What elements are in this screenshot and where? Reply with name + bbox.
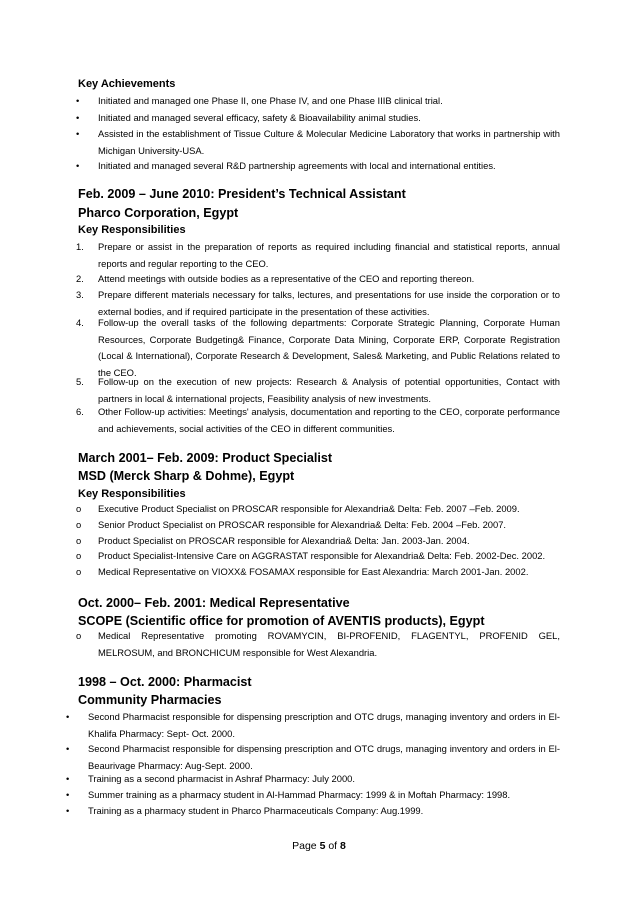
number-marker: 5. (76, 376, 84, 387)
responsibility-item: 1. Prepare or assist in the preparation of reports as required including financial and statistical reports, annual reports and regular reporting to the CEO. (76, 241, 560, 269)
responsibility-item: 5. Follow-up on the execution of new projects: Research & Analysis of potential opportunities, Contact with partners in local & international projects, Feasibility analysis of new investments. (76, 376, 560, 404)
circle-marker: o (76, 566, 82, 577)
job-title: March 2001– Feb. 2009: Product Specialist (78, 451, 333, 465)
job-title: 1998 – Oct. 2000: Pharmacist (78, 675, 252, 689)
footer-of-label: of (328, 840, 338, 852)
circle-marker: o (76, 550, 82, 561)
number-marker: 1. (76, 241, 84, 252)
footer-page-label: Page (292, 840, 317, 852)
page-footer (0, 840, 638, 852)
responsibility-item: 2. Attend meetings with outside bodies as a representative of the CEO and reporting thereon. (98, 271, 560, 288)
footer-current-page: 5 (319, 840, 326, 852)
key-responsibilities-heading: Key Responsibilities (78, 224, 186, 236)
bullet-marker: • (66, 789, 70, 800)
bullet-marker: • (76, 128, 80, 139)
achievement-item: • Assisted in the establishment of Tissue Culture & Molecular Medicine Laboratory that works in partnership with Michigan University-USA. (76, 128, 560, 156)
bullet-marker: • (76, 112, 80, 123)
bullet-marker: • (66, 711, 70, 722)
experience-item: • Second Pharmacist responsible for dispensing prescription and OTC drugs, managing inventory and orders in El-Khalifa Pharmacy: Sept- Oct. 2000. (66, 711, 560, 739)
responsibility-item: o Medical Representative promoting ROVAMYCIN, BI-PROFENID, FLAGENTYL, PROFENID GEL, MELROSUM, and BRONCHICUM responsible for West Alexandria. (76, 630, 560, 658)
company-name: Community Pharmacies (78, 693, 222, 707)
job-title: Feb. 2009 – June 2010: President’s Technical Assistant (78, 187, 406, 201)
circle-marker: o (76, 535, 82, 546)
circle-marker: o (76, 519, 82, 530)
experience-item: • Training as a pharmacy student in Pharco Pharmaceuticals Company: Aug.1999. (88, 803, 560, 820)
bullet-marker: • (76, 160, 80, 171)
achievement-item: • Initiated and managed one Phase II, one Phase IV, and one Phase IIIB clinical trial. (98, 93, 560, 110)
bullet-marker: • (76, 95, 80, 106)
company-name: MSD (Merck Sharp & Dohme), Egypt (78, 469, 295, 483)
company-name: Pharco Corporation, Egypt (78, 206, 239, 220)
key-achievements-heading: Key Achievements (78, 78, 176, 90)
number-marker: 6. (76, 406, 84, 417)
company-name: SCOPE (Scientific office for promotion of AVENTIS products), Egypt (78, 614, 485, 628)
footer-total-pages: 8 (340, 840, 346, 852)
job-title: Oct. 2000– Feb. 2001: Medical Representative (78, 596, 350, 610)
bullet-marker: • (66, 805, 70, 816)
responsibility-item: 3. Prepare different materials necessary for talks, lectures, and presentations for use inside the corporation or to external bodies, and if required participate in the presentation of these activities. (76, 289, 560, 317)
circle-marker: o (76, 630, 82, 641)
responsibility-item: o Executive Product Specialist on PROSCAR responsible for Alexandria& Delta: Feb. 2007 –Feb. 2009. (98, 501, 560, 518)
key-responsibilities-heading: Key Responsibilities (78, 488, 186, 500)
number-marker: 4. (76, 317, 84, 328)
responsibility-item: o Product Specialist-Intensive Care on AGGRASTAT responsible for Alexandria& Delta: Feb. 2002-Dec. 2002. (98, 548, 560, 565)
number-marker: 3. (76, 289, 84, 300)
circle-marker: o (76, 503, 82, 514)
experience-item: • Second Pharmacist responsible for dispensing prescription and OTC drugs, managing inventory and orders in El-Beaurivage Pharmacy: Aug-Sept. 2000. (66, 743, 560, 771)
responsibility-item: 4. Follow-up the overall tasks of the following departments: Corporate Strategic Planning, Corporate Human Resources, Corporate Budgeting& Finance, Corporate Data Mining, Corporate ERP, Corporate Registration (Local & International), Corporate Research & Development, Sales& Marketing, and Public Relations related to the CEO. (76, 317, 560, 378)
achievement-item: • Initiated and managed several efficacy, safety & Bioavailability animal studies. (98, 110, 560, 127)
achievement-item: • Initiated and managed several R&D partnership agreements with local and international entities. (98, 158, 560, 175)
responsibility-item: o Product Specialist on PROSCAR responsible for Alexandria& Delta: Jan. 2003-Jan. 2004. (98, 533, 560, 550)
experience-item: • Training as a second pharmacist in Ashraf Pharmacy: July 2000. (88, 771, 560, 788)
bullet-marker: • (66, 743, 70, 754)
bullet-marker: • (66, 773, 70, 784)
responsibility-item: o Medical Representative on VIOXX& FOSAMAX responsible for East Alexandria: March 2001-Jan. 2002. (98, 564, 560, 581)
number-marker: 2. (76, 273, 84, 284)
responsibility-item: 6. Other Follow-up activities: Meetings' analysis, documentation and reporting to the CEO, corporate performance and achievements, social activities of the CEO in different communities. (76, 406, 560, 434)
experience-item: • Summer training as a pharmacy student in Al-Hammad Pharmacy: 1999 & in Moftah Pharmacy: 1998. (88, 787, 560, 804)
responsibility-item: o Senior Product Specialist on PROSCAR responsible for Alexandria& Delta: Feb. 2004 –Feb. 2007. (98, 517, 560, 534)
